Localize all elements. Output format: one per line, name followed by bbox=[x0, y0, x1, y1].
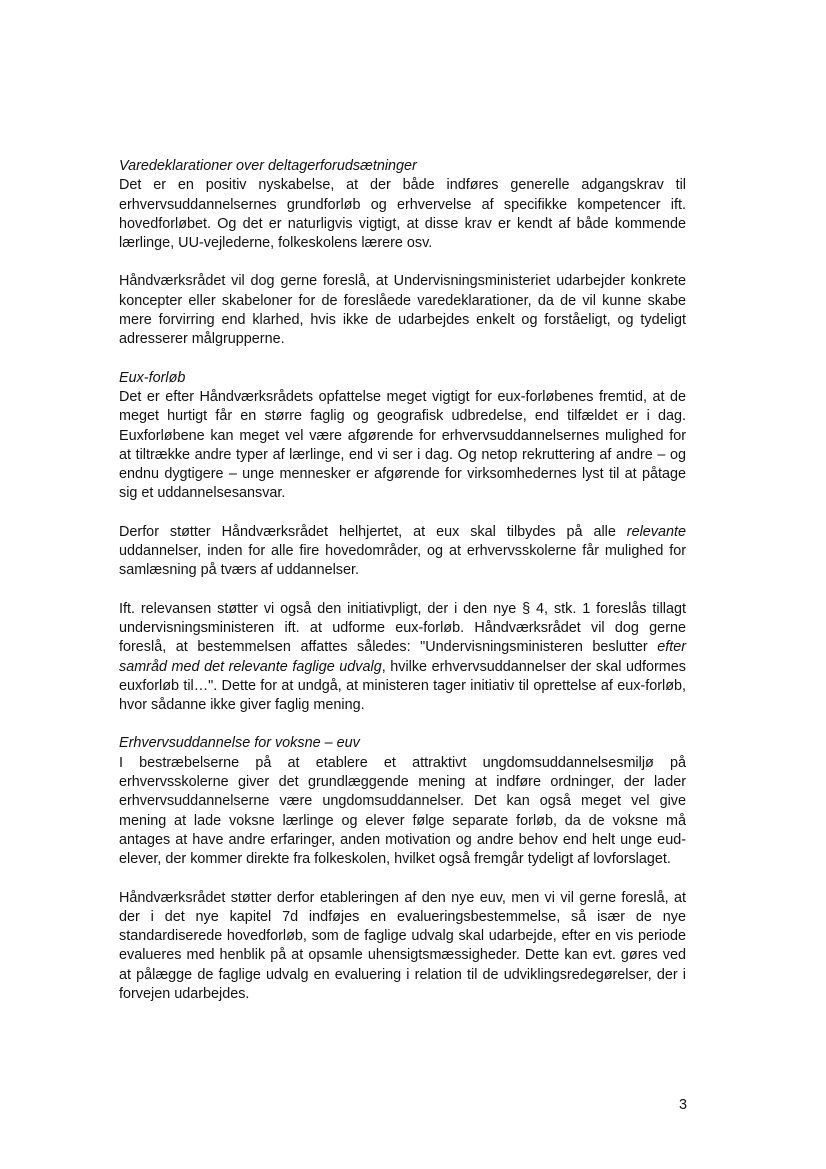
section-heading-euv: Erhvervsuddannelse for voksne – euv bbox=[119, 735, 360, 752]
paragraph bbox=[119, 523, 686, 581]
paragraph: Håndværksrådet vil dog gerne foreslå, at Undervisningsministeriet udarbejder konkrete koncepter eller skabeloner for de foreslåede varedeklarationer, da de vil kunne skabe mere forvirring end klarhed, hvis ikke de udarbejdes enkelt og forståeligt, og tydeligt adresserer målgrupperne. bbox=[119, 273, 686, 348]
paragraph-text: uddannelser, inden for alle fire hovedområder, og at erhvervsskolerne får mulighed for samlæsning på tværs af uddannelser. bbox=[119, 543, 686, 579]
section-heading-eux-forloeb: Eux-forløb bbox=[119, 369, 186, 386]
emphasis-text: relevante bbox=[626, 523, 686, 540]
paragraph-text: Derfor støtter Håndværksrådet helhjertet, at eux skal tilbydes på alle bbox=[119, 523, 627, 540]
paragraph-text: Ift. relevansen støtter vi også den initiativpligt, der i den nye § 4, stk. 1 foreslås tillagt undervisningsministeren ift. at udforme eux-forløb. Håndværksrådet vil dog gerne foreslå, at bestemmelsen affattes således: "Undervisningsministeren beslutter bbox=[119, 600, 686, 656]
emphasis-text: efter samråd med det relevante faglige udvalg bbox=[119, 639, 686, 675]
paragraph bbox=[119, 600, 686, 716]
paragraph: Det er efter Håndværksrådets opfattelse meget vigtigt for eux-forløbenes fremtid, at de meget hurtigt får en større faglig og geografisk udbredelse, end tilfældet er i dag. Euxforløbene kan meget vel være afgørende for erhvervsuddannelsernes mulighed for at tiltrække andre typer af lærlinge, end vi ser i dag. Og netop rekruttering af andre – og endnu dygtigere – unge mennesker er afgørende for virksomhedernes lyst til at påtage sig et uddannelsesansvar. bbox=[119, 388, 686, 502]
paragraph-text: , hvilke erhvervsuddannelser der skal udformes euxforløb til…". Dette for at undgå, at ministeren tager initiativ til oprettelse af eux-forløb, hvor sådanne ikke giver faglig mening. bbox=[119, 658, 686, 714]
paragraph: I bestræbelserne på at etablere et attraktivt ungdomsuddannelsesmiljø på erhvervsskolerne giver det grundlæggende mening at indføre ordninger, der lader erhvervsuddannelserne være ungdomsuddannelser. Det kan også meget vel give mening at lade voksne lærlinge og elever følge separate forløb, da de voksne må antages at have andre erfaringer, anden motivation og andre behov end helt unge eud-elever, der kommer direkte fra folkeskolen, hvilket også fremgår tydeligt af lovforslaget. bbox=[119, 754, 686, 868]
section-heading-varedeklarationer: Varedeklarationer over deltagerforudsætninger bbox=[119, 158, 417, 174]
paragraph: Håndværksrådet støtter derfor etableringen af den nye euv, men vi vil gerne foreslå, at der i det nye kapitel 7d indføjes en evalueringsbestemmelse, så især de nye standardiserede hovedforløb, som de faglige udvalg skal udarbejde, efter en vis periode evalueres med henblik på at opsamle uhensigtsmæssigheder. Dette kan evt. gøres ved at pålægge de faglige udvalg en evaluering i relation til de udviklingsredegørelser, der i forvejen udarbejdes. bbox=[119, 889, 686, 1002]
paragraph: Det er en positiv nyskabelse, at der både indføres generelle adgangskrav til erhvervsuddannelsernes grundforløb og erhvervelse af specifikke kompetencer ift. hovedforløbet. Og det er naturligvis vigtigt, at disse krav er kendt af både kommende lærlinge, UU-vejlederne, folkeskolens lærere osv. bbox=[119, 177, 686, 252]
page-number: 3 bbox=[678, 1097, 687, 1113]
document-body bbox=[119, 157, 686, 1004]
